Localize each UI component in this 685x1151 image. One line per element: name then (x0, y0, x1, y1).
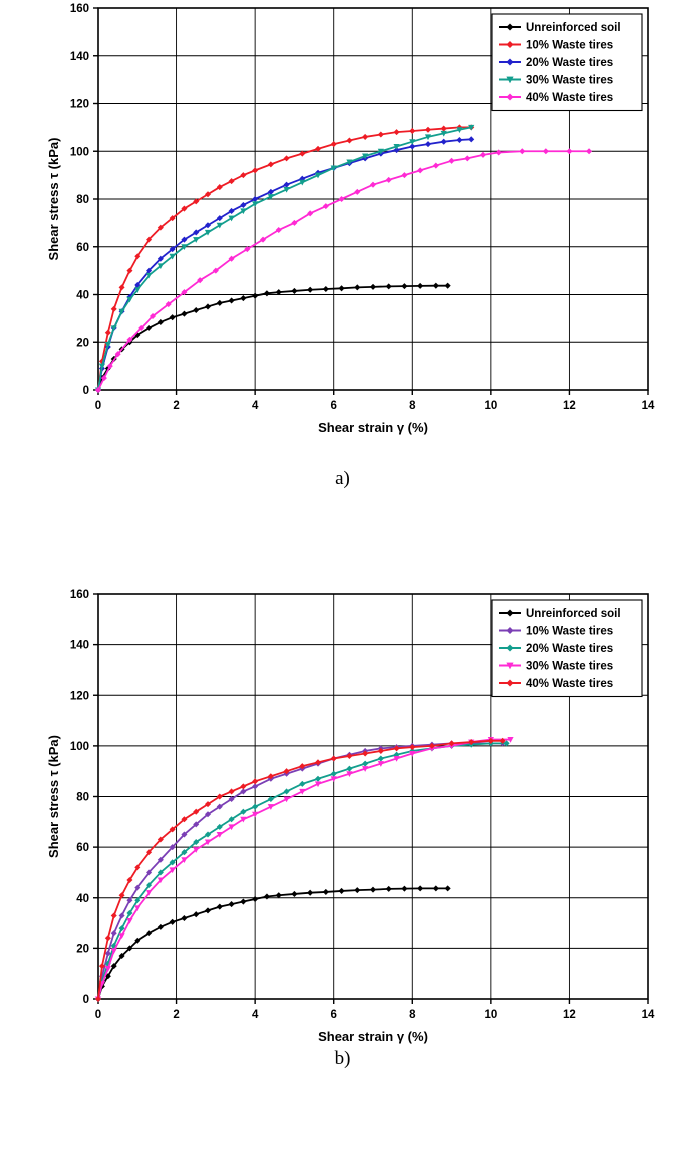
svg-text:2: 2 (173, 400, 180, 412)
svg-text:20% Waste tires: 20% Waste tires (526, 643, 614, 655)
svg-text:Shear stress τ (kPa): Shear stress τ (kPa) (46, 735, 61, 858)
svg-text:30% Waste tires: 30% Waste tires (526, 74, 614, 87)
svg-text:120: 120 (69, 98, 89, 111)
svg-text:8: 8 (409, 1009, 416, 1021)
caption-b: b) (334, 1048, 351, 1069)
chart-a-svg (0, 0, 685, 440)
svg-text:14: 14 (641, 1009, 655, 1021)
svg-text:140: 140 (69, 50, 89, 63)
chart-a-plot (0, 0, 685, 440)
chart-b-plot (0, 580, 685, 1044)
svg-text:6: 6 (330, 1009, 337, 1021)
svg-text:0: 0 (82, 994, 89, 1006)
figure-panel-b (0, 580, 685, 1151)
svg-text:4: 4 (251, 400, 259, 412)
svg-text:40% Waste tires: 40% Waste tires (526, 92, 614, 104)
chart-b-svg (0, 580, 685, 1050)
svg-text:60: 60 (76, 842, 89, 855)
svg-text:20: 20 (76, 943, 89, 956)
svg-text:10: 10 (484, 1009, 498, 1021)
svg-text:Shear stress τ (kPa): Shear stress τ (kPa) (46, 137, 61, 261)
svg-text:160: 160 (69, 3, 89, 15)
svg-text:40: 40 (76, 892, 89, 905)
svg-text:40: 40 (76, 289, 89, 302)
svg-text:40% Waste tires: 40% Waste tires (526, 678, 614, 690)
svg-text:20% Waste tires: 20% Waste tires (526, 57, 614, 69)
svg-text:100: 100 (69, 740, 89, 753)
svg-text:2: 2 (173, 1009, 180, 1021)
svg-text:6: 6 (330, 400, 337, 412)
caption-a: a) (335, 468, 350, 489)
svg-text:140: 140 (69, 639, 89, 652)
figure-panel-a (0, 0, 685, 520)
svg-text:20: 20 (76, 337, 89, 350)
svg-text:0: 0 (82, 385, 89, 397)
svg-text:10: 10 (484, 400, 498, 412)
svg-text:8: 8 (409, 400, 416, 412)
svg-text:160: 160 (69, 589, 89, 601)
svg-text:10% Waste tires: 10% Waste tires (526, 625, 614, 638)
svg-text:100: 100 (69, 146, 89, 159)
svg-text:0: 0 (94, 1009, 102, 1021)
svg-text:Shear strain γ (%): Shear strain γ (%) (318, 420, 428, 435)
svg-text:Unreinforced soil: Unreinforced soil (526, 22, 621, 34)
svg-text:0: 0 (94, 400, 102, 412)
svg-text:60: 60 (76, 241, 89, 254)
svg-text:10% Waste tires: 10% Waste tires (526, 39, 614, 52)
svg-text:4: 4 (251, 1009, 259, 1021)
svg-text:14: 14 (641, 400, 655, 412)
svg-text:120: 120 (69, 690, 89, 703)
svg-text:80: 80 (76, 791, 89, 804)
svg-text:12: 12 (563, 1009, 576, 1021)
svg-text:Unreinforced soil: Unreinforced soil (526, 608, 621, 620)
svg-text:30% Waste tires: 30% Waste tires (526, 660, 614, 673)
svg-text:80: 80 (76, 194, 89, 206)
svg-text:Shear strain γ (%): Shear strain γ (%) (318, 1029, 428, 1044)
svg-text:12: 12 (563, 400, 576, 412)
